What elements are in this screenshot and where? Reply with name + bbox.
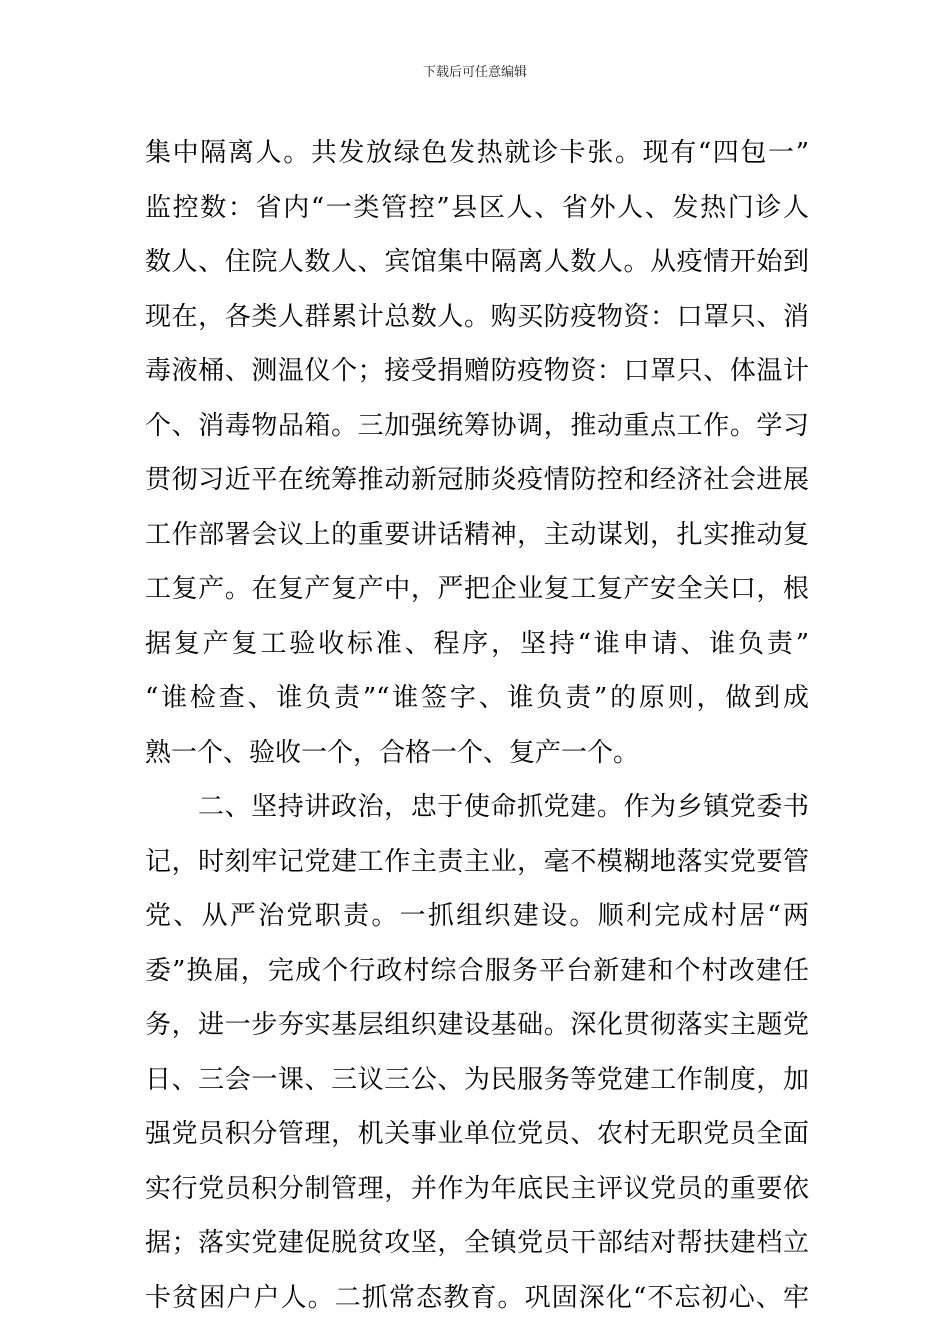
text-line: 数人、住院人数人、宾馆集中隔离人数人。从疫情开始到 [145, 247, 809, 277]
text-line: 记，时刻牢记党建工作主责主业，毫不模糊地落实党要管 [145, 846, 809, 877]
document-body [145, 126, 809, 1325]
text-line: 熟一个、验收一个，合格一个、复产一个。 [145, 737, 640, 768]
text-line: 据复产复工验收标准、程序，坚持“谁申请、谁负责” [145, 628, 809, 659]
text-line: “谁检查、谁负责”“谁签字、谁负责”的原则，做到成 [145, 683, 809, 713]
text-line: 据；落实党建促脱贫攻坚，全镇党员干部结对帮扶建档立 [145, 1228, 809, 1258]
text-line: 强党员积分管理，机关事业单位党员、农村无职党员全面 [145, 1119, 809, 1149]
text-line: 卡贫困户户人。二抓常态教育。巩固深化“不忘初心、牢 [145, 1282, 809, 1313]
text-line: 务，进一步夯实基层组织建设基础。深化贯彻落实主题党 [145, 1010, 809, 1040]
text-line: 集中隔离人。共发放绿色发热就诊卡张。现有“四包一” [145, 138, 809, 168]
text-line: 现在，各类人群累计总数人。购买防疫物资：口罩只、消 [145, 301, 809, 332]
text-line: 工作部署会议上的重要讲话精神，主动谋划，扎实推动复 [145, 519, 809, 550]
text-line: 毒液桶、测温仪个；接受捐赠防疫物资：口罩只、体温计 [145, 356, 809, 386]
text-line: 实行党员积分制管理，并作为年底民主评议党员的重要依 [145, 1173, 809, 1204]
text-line: 日、三会一课、三议三公、为民服务等党建工作制度，加 [145, 1064, 809, 1095]
text-line: 委”换届，完成个行政村综合服务平台新建和个村改建任 [145, 955, 809, 986]
text-line: 监控数：省内“一类管控”县区人、省外人、发热门诊人 [145, 192, 809, 223]
paragraph-first-line: 二、坚持讲政治，忠于使命抓党建。作为乡镇党委书 [198, 792, 809, 822]
text-line: 贯彻习近平在统筹推动新冠肺炎疫情防控和经济社会进展 [145, 465, 809, 495]
page-header-note: 下载后可任意编辑 [422, 65, 527, 80]
text-line: 个、消毒物品箱。三加强统筹协调，推动重点工作。学习 [145, 410, 809, 441]
text-line: 工复产。在复产复产中，严把企业复工复产安全关口，根 [145, 574, 809, 604]
text-line: 党、从严治党职责。一抓组织建设。顺利完成村居“两 [145, 901, 809, 931]
